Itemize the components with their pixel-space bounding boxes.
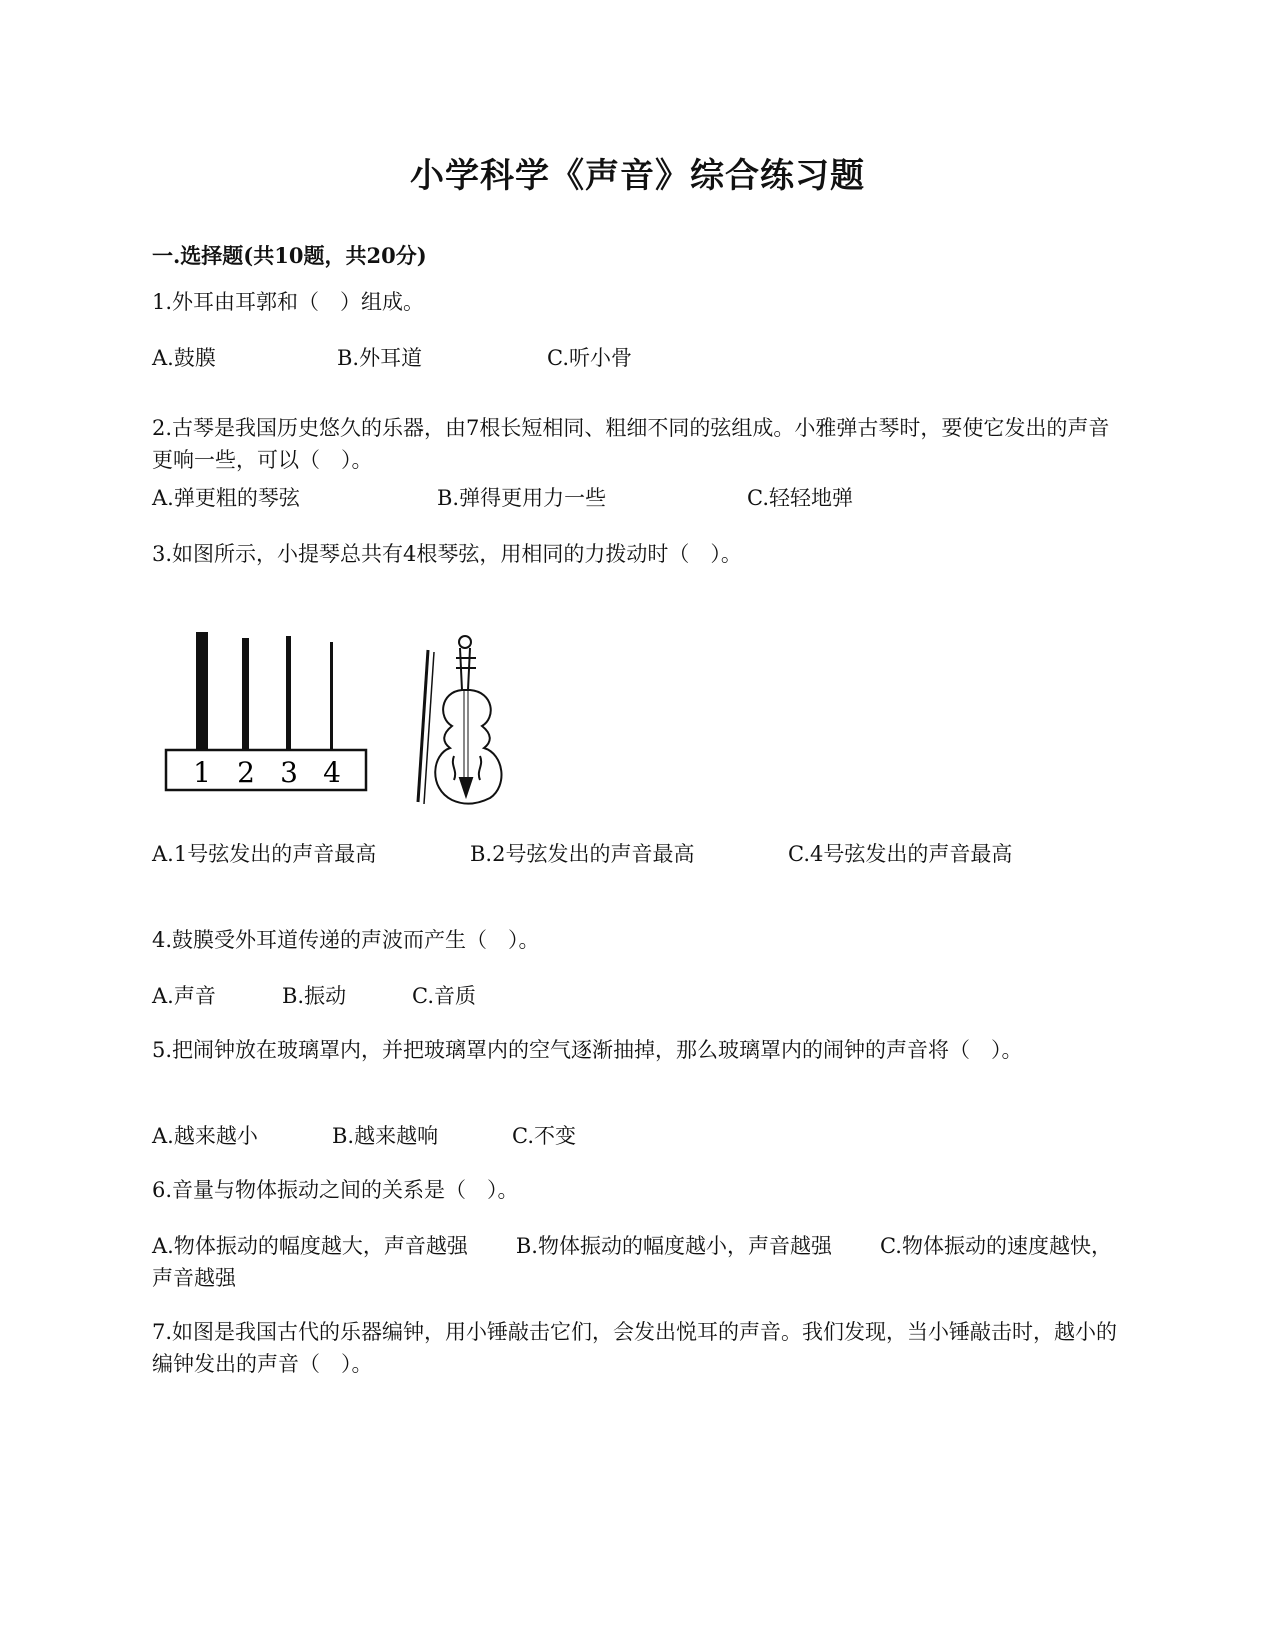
option-c: C.音质 [412, 984, 476, 1008]
option-b: B.振动 [282, 984, 347, 1008]
option-b: B.2号弦发出的声音最高 [470, 842, 695, 866]
option-b: B.外耳道 [337, 346, 423, 370]
question-5-stem: 5.把闹钟放在玻璃罩内，并把玻璃罩内的空气逐渐抽掉，那么玻璃罩内的闹钟的声音将（ ）。 [152, 1038, 1023, 1062]
string-2 [242, 638, 249, 750]
string-label-1: 1 [193, 756, 211, 789]
violin-icon [418, 636, 501, 804]
option-c: C.不变 [512, 1124, 576, 1148]
option-c: C.听小骨 [547, 346, 632, 370]
option-a: A.越来越小 [152, 1124, 258, 1148]
option-c: C.轻轻地弹 [747, 486, 853, 510]
option-c: C.4号弦发出的声音最高 [788, 842, 1013, 866]
string-4 [330, 642, 333, 750]
string-label-2: 2 [237, 756, 255, 789]
option-c: C.物体振动的速度越快，声音越强 [152, 1234, 1112, 1290]
string-label-4: 4 [323, 756, 341, 789]
question-7-stem: 7.如图是我国古代的乐器编钟，用小锤敲击它们，会发出悦耳的声音。我们发现，当小锤敲击时，越小的编钟发出的声音（ ）。 [152, 1320, 1118, 1376]
question-1-stem: 1.外耳由耳郭和（ ）组成。 [152, 290, 425, 314]
strings-and-violin-illustration [160, 630, 540, 820]
option-b: B.弹得更用力一些 [437, 486, 607, 510]
question-2-options [152, 482, 1122, 514]
string-1 [196, 632, 208, 750]
question-6-stem: 6.音量与物体振动之间的关系是（ ）。 [152, 1178, 519, 1202]
question-1-options [152, 342, 1122, 374]
violin-strings-figure [160, 630, 540, 824]
question-3-options [152, 838, 1122, 870]
page-title: 小学科学《声音》综合练习题 [410, 156, 865, 196]
string-3 [286, 636, 291, 750]
option-a: A.物体振动的幅度越大，声音越强 [152, 1234, 468, 1258]
option-b: B.越来越响 [332, 1124, 439, 1148]
question-4-options [152, 980, 1122, 1012]
question-3-stem: 3.如图所示，小提琴总共有4根琴弦，用相同的力拨动时（ ）。 [152, 542, 742, 566]
option-a: A.弹更粗的琴弦 [152, 486, 300, 510]
section-heading: 一.选择题(共10题，共20分) [152, 243, 427, 268]
option-b: B.物体振动的幅度越小，声音越强 [515, 1234, 832, 1258]
option-a: A.鼓膜 [152, 346, 216, 370]
question-6-options [152, 1230, 1122, 1294]
string-label-3: 3 [280, 756, 298, 789]
option-a: A.声音 [152, 984, 216, 1008]
question-2-stem: 2.古琴是我国历史悠久的乐器，由7根长短相同、粗细不同的弦组成。小雅弹古琴时，要使它发出的声音更响一些，可以（ ）。 [152, 416, 1110, 472]
question-5-options [152, 1120, 1122, 1152]
question-4-stem: 4.鼓膜受外耳道传递的声波而产生（ ）。 [152, 928, 540, 952]
option-a: A.1号弦发出的声音最高 [152, 842, 377, 866]
